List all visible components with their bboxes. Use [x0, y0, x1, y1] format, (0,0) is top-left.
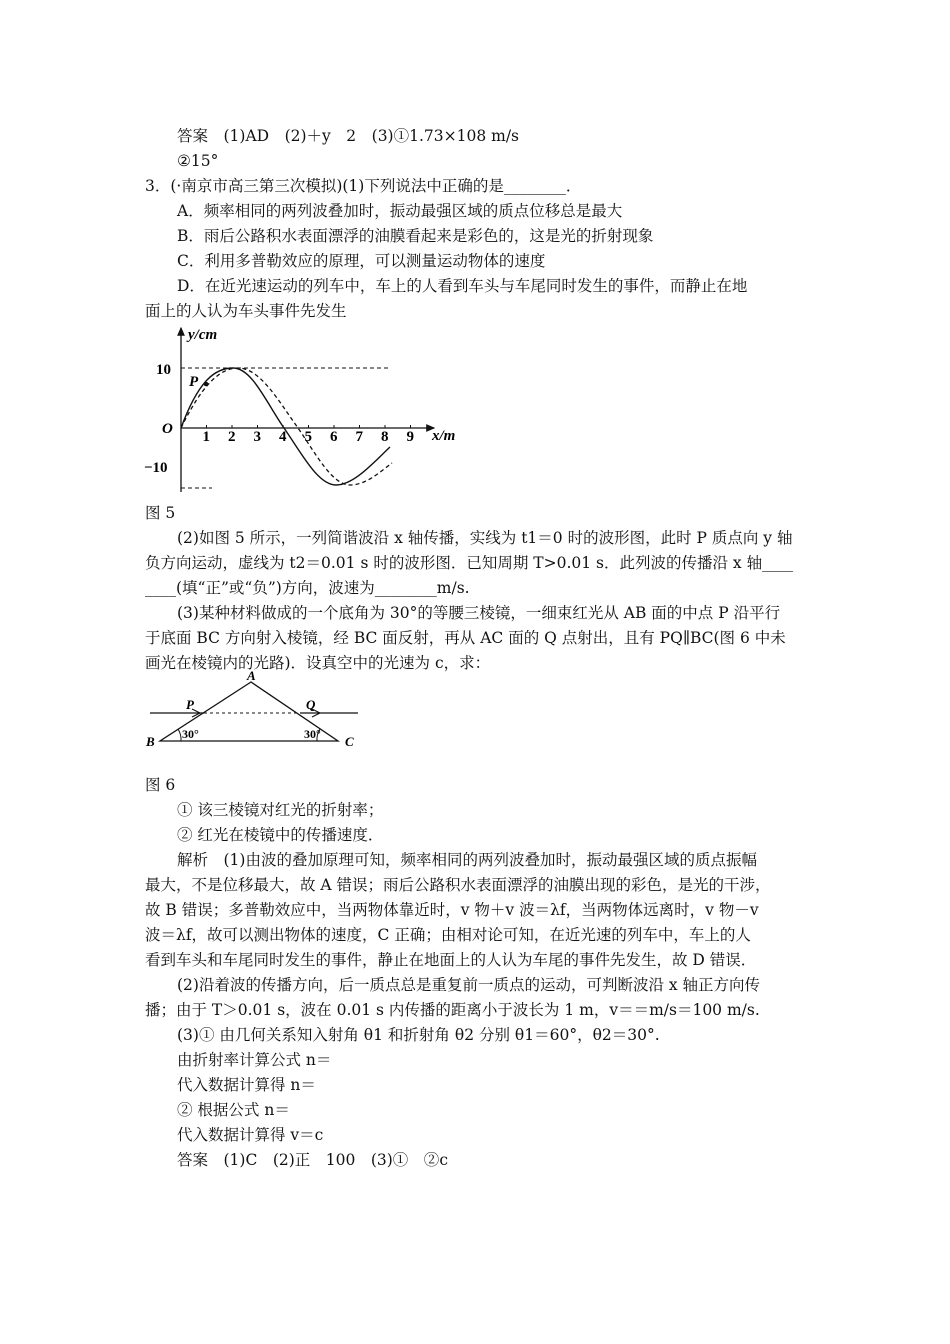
x-axis-label: x/m	[432, 428, 456, 444]
vertex-a-label: A	[247, 668, 256, 683]
q3-part2-line1: (2)如图 5 所示，一列简谐波沿 x 轴传播，实线为 t1＝0 时的波形图，此时 P 质点向 y 轴	[177, 529, 793, 547]
question3-heading: 3．(·南京市高三第三次模拟)(1)下列说法中正确的是________．	[145, 177, 582, 195]
x-tick-label: 1	[202, 429, 210, 445]
q3-part3-line2: 于底面 BC 方向射入棱镜，经 BC 面反射，再从 AC 面的 Q 点射出，且有 PQ∥BC(图 6 中未	[145, 629, 786, 647]
sub-question-2: ② 红光在棱镜中的传播速度．	[177, 826, 384, 844]
angle-b-label: 30°	[182, 727, 199, 741]
solid-wave	[181, 368, 390, 485]
point-p-label: P	[189, 374, 199, 390]
solution-part1-line2: 最大，不是位移最大，故 A 错误；雨后公路积水表面漂浮的油膜出现的彩色，是光的干涉，	[145, 876, 771, 894]
x-tick-label: 9	[406, 429, 414, 445]
solution-part2-line1: (2)沿着波的传播方向，后一质点总是重复前一质点的运动，可判断波沿 x 轴正方向传	[177, 976, 761, 994]
q3-part2-line3: ____(填“正”或“负”)方向，波速为________m/s.	[145, 579, 470, 597]
figure-5-caption: 图 5	[145, 504, 176, 522]
option-d-line1: D．在近光速运动的列车中，车上的人看到车头与车尾同时发生的事件，而静止在地	[177, 277, 748, 295]
prev-answer-line2: ②15°	[177, 152, 219, 170]
x-tick-label: 8	[381, 429, 389, 445]
figure-5-wave-graph	[140, 322, 475, 494]
solution-part1-line5: 看到车头和车尾同时发生的事件，静止在地面上的人认为车尾的事件先发生，故 D 错误．	[145, 951, 757, 969]
x-tick-label: 3	[253, 429, 261, 445]
angle-arc-b	[178, 729, 181, 741]
x-tick-label: 4	[279, 429, 287, 445]
x-tick-label: 6	[330, 429, 338, 445]
solution-part2-line2: 播；由于 T＞0.01 s，波在 0.01 s 内传播的距离小于波长为 1 m，v＝＝m/s＝100 m/s.	[145, 1001, 760, 1019]
figure-6-prism	[140, 668, 370, 753]
x-tick-label: 5	[304, 429, 312, 445]
q3-part2-line2: 负方向运动，虚线为 t2＝0.01 s 时的波形图．已知周期 T>0.01 s．此列波的传播沿 x 轴____	[145, 554, 794, 572]
solution-part3-line4: ② 根据公式 n＝	[177, 1101, 290, 1119]
option-b: B．雨后公路积水表面漂浮的油膜看起来是彩色的，这是光的折射现象	[177, 227, 654, 245]
point-p	[204, 382, 209, 387]
vertex-b-label: B	[146, 734, 155, 749]
option-c: C．利用多普勒效应的原理，可以测量运动物体的速度	[177, 252, 546, 270]
dashed-wave	[181, 368, 392, 485]
x-tick-label: 2	[228, 429, 236, 445]
q3-part3-line1: (3)某种材料做成的一个底角为 30°的等腰三棱镜，一细束红光从 AB 面的中点 P 沿平行	[177, 604, 781, 622]
origin-label: O	[162, 421, 173, 437]
solution-part3-line2: 由折射率计算公式 n＝	[177, 1051, 332, 1069]
sub-question-1: ① 该三棱镜对红光的折射率；	[177, 801, 384, 819]
option-d-line2: 面上的人认为车头事件先发生	[145, 302, 347, 320]
option-a: A．频率相同的两列波叠加时，振动最强区域的质点位移总是最大	[177, 202, 623, 220]
solution-part3-line5: 代入数据计算得 v＝c	[177, 1126, 324, 1144]
angle-c-label: 30°	[304, 727, 321, 741]
prev-answer-line1: 答案 (1)AD (2)＋y 2 (3)①1.73×108 m/s	[177, 127, 519, 145]
solution-part3-line3: 代入数据计算得 n＝	[177, 1076, 316, 1094]
final-answer: 答案 (1)C (2)正 100 (3)① ②c	[177, 1151, 448, 1169]
solution-part3-line1: (3)① 由几何关系知入射角 θ1 和折射角 θ2 分别 θ1＝60°，θ2＝30°.	[177, 1026, 660, 1044]
y-axis-label: y/cm	[188, 327, 218, 343]
y-tick-neg10: −10	[144, 460, 168, 476]
solution-part1-line3: 故 B 错误；多普勒效应中，当两物体靠近时，v 物＋v 波＝λf，当两物体远离时，v 物－v	[145, 901, 759, 919]
vertex-c-label: C	[345, 734, 354, 749]
solution-part1-line1: 解析 (1)由波的叠加原理可知，频率相同的两列波叠加时，振动最强区域的质点振幅	[177, 851, 757, 869]
q3-part3-line3: 画光在棱镜内的光路)．设真空中的光速为 c，求：	[145, 654, 491, 672]
solution-part1-line4: 波＝λf，故可以测出物体的速度，C 正确；由相对论可知，在近光速的列车中，车上的人	[145, 926, 751, 944]
point-q-label: Q	[306, 697, 316, 712]
figure-6-caption: 图 6	[145, 776, 176, 794]
x-tick-label: 7	[355, 429, 363, 445]
y-tick-10: 10	[156, 362, 171, 378]
point-p-label: P	[186, 697, 194, 712]
